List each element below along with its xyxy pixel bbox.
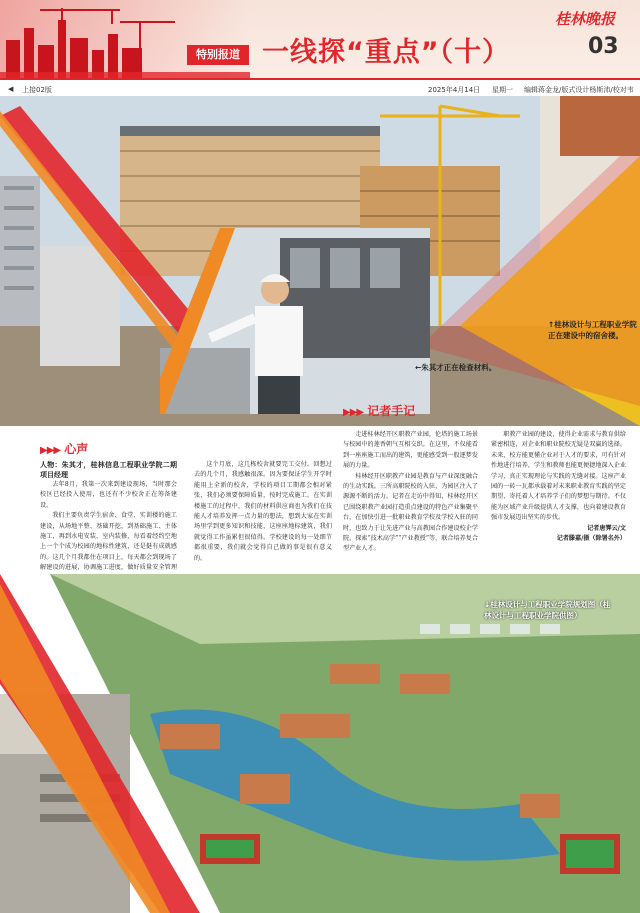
- voice-heading-text: 心声: [64, 442, 89, 456]
- notes-p1: 走进桂林经开区职教产业园，伦塔的施工场景与校园中的莲香朝气互相交织。在这里，不仅能看到一座座施工而出的建筑，更能感受到一股逐梦发展的力量。: [343, 431, 478, 470]
- page-title: 一线探“重点”（十）: [262, 37, 510, 68]
- speaker-icon: ◀: [8, 85, 14, 93]
- voice-heading: [40, 440, 88, 457]
- voice-lead: 人物：朱其才，桂林信息工程职业学院二期项目经理: [40, 461, 177, 479]
- issue-date: 2025年4月14日: [428, 86, 481, 94]
- editor-credits: 编辑蒋金龙/版式设计杨斯沛/校对韦: [524, 86, 634, 94]
- caption-inspect: ←朱其才正在检查材料。: [415, 363, 497, 372]
- inspection-photo-graphic: [160, 228, 430, 414]
- notes-p2: 桂林经开区职教产业园是教育与产业深度融合的生动实践。三所高职院校的入驻，为园区注入了源源不断的活力。记者在走访中得知，桂林经开区已围绕职教产业园打造重点建设的特色产业集聚平台，在加快引进一批职业教育学校及学校入驻的同时，也致力于让先进产业与高教园合作建设校企学院，探索“技术高学”“产业教授”等，联合培养复合型产业人才。: [343, 472, 478, 553]
- triangle-icons: ▶▶▶: [40, 445, 61, 456]
- notes-p3: 职教产业园的建设，使得企业需求与教育供给紧密相连，对企业和职业院校无疑是双赢的选择。未来，校方能更懂企业对于人才的要求，可有针对性地进行培养，学生和教师也能更便捷地深入企业学习，真正实现理论与实践的无缝对接。这座产业园的一砖一瓦都承载着对未来职业教育实践的坚定期望，寄托着人才培养学子们的梦想与期待。不仅能为区域产业升级提供人才支撑，也向着建设教育强市发展迈出坚实的步伐。: [491, 431, 626, 522]
- newspaper-logo: 桂林晚报: [555, 10, 616, 28]
- masthead-divider: [0, 78, 640, 80]
- triangle-icons: ▶▶▶: [343, 407, 364, 418]
- campus-plan-graphic: [0, 574, 640, 913]
- construction-skyline-graphic: [0, 0, 250, 80]
- voice-column-2: [194, 460, 332, 590]
- notes-column-2: [491, 430, 626, 570]
- issue-weekday: 星期一: [492, 86, 513, 94]
- voice-p2: 我们主要负责学生宿舍、食堂、实训楼的施工建设，从场地平整、基础开挖，到基础施工、主体施工，再到水电安装、室内装修，每看着经约空地上一个个成为校园的地标性建筑，还是挺有成就感的。这几个月我都住在项目上，每天都会到现场了解建设的进展，协调施工进度，做好质量安全管理: [40, 512, 177, 572]
- continued-from-link[interactable]: 上接02版: [22, 86, 52, 94]
- voice-p1: 去年8月，我第一次来到建设现场，当时那会校区已经投入使用，也还有不少校舍正在筹备建设。: [40, 481, 177, 509]
- notes-column-1: [343, 430, 478, 570]
- masthead: [0, 0, 640, 80]
- reporter-signature-1: 记者唐霁云/文: [587, 524, 626, 532]
- meta-line: [0, 82, 640, 96]
- caption-dorm: ↑桂林设计与工程职业学院正在建设中的宿舍楼。: [548, 320, 637, 340]
- notes-heading: [343, 402, 415, 419]
- voice-p3: 这个月底，这几栋校舍就要完工交付。回想过去的几个月，我感触很深。因为要保证学生开学时能用上全新的校舍，学校的项目工期都会相对紧张，我们必须要保障质量，按时完成施工。在实训楼施工的过程中，我们的材料供应商也为我们在技能人才培养发挥一点力量的想法，想到大家在实训场里学到更多知识和技能，这座座地标建筑，我们就觉得工作虽累但很值得。学校建设的每一处细节都很重要，我们就会觉得自己做的事是很有意义的。: [194, 461, 332, 562]
- photo-campus-plan: [0, 574, 640, 913]
- notes-heading-text: 记者手记: [367, 404, 416, 418]
- feature-tag: 特别报道: [187, 45, 249, 65]
- caption-plan: ↓桂林设计与工程职业学院规划图（桂林设计与工程职业学院供图）: [484, 600, 611, 620]
- page-number: 03: [588, 34, 619, 59]
- photo-inspecting-materials: [160, 228, 430, 414]
- reporter-signature-2: 记者滕嘉/摄（除署名外）: [556, 535, 626, 543]
